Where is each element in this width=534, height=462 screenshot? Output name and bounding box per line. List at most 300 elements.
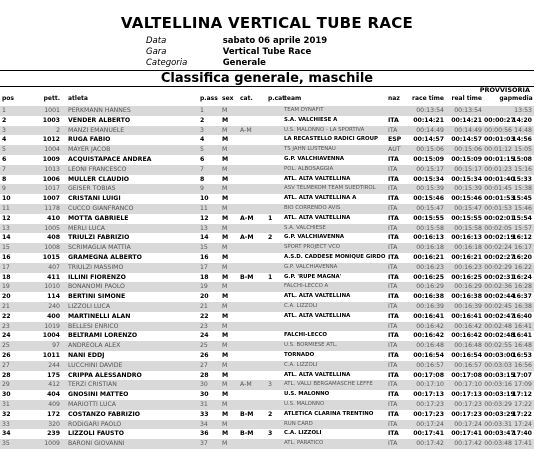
cell-pass: 34 [200, 420, 208, 428]
cell-gap: 00:03:19 [484, 391, 515, 399]
cell-pos: 6 [2, 155, 7, 163]
cell-real-time: 00:16:21 [451, 253, 482, 261]
cell-pos: 28 [2, 371, 11, 379]
cell-media: 15:46 [514, 204, 532, 212]
cell-sex: M [222, 234, 229, 242]
cell-atleta: BONANOMI PAOLO [68, 283, 125, 291]
cell-cat: B-M [240, 430, 254, 438]
cell-atleta: CUCCO GIANFRANCO [68, 204, 134, 212]
cell-real-time: 00:15:55 [451, 214, 482, 222]
cell-atleta: BELLESI ENRICO [68, 322, 119, 330]
cell-real-time: 00:15:47 [454, 204, 482, 212]
cell-team: FALCHI-LECCO [284, 332, 327, 339]
cell-media: 17:40 [512, 430, 532, 438]
cell-pos: 21 [2, 302, 10, 310]
cell-pett: 412 [48, 381, 60, 389]
cell-real-time: 00:17:23 [451, 410, 482, 418]
table-row [0, 322, 534, 332]
table-row [0, 204, 534, 214]
table-row [0, 243, 534, 253]
cell-naz: AUT [388, 146, 401, 154]
cell-sex: M [222, 361, 228, 369]
table-row [0, 273, 534, 283]
cell-gap: 00:03:31 [484, 420, 512, 428]
cell-team: ATL. PARATICO [284, 440, 324, 447]
cell-race-time: 00:15:46 [413, 195, 444, 203]
cell-sex: M [222, 195, 229, 203]
cell-real-time: 00:15:39 [454, 185, 482, 193]
page-title: VALTELLINA VERTICAL TUBE RACE [120, 14, 414, 32]
meta-value: Vertical Tube Race [222, 47, 312, 57]
cell-pett: 1019 [44, 322, 60, 330]
cell-sex: M [222, 107, 228, 114]
header-race-time: race time [412, 95, 444, 102]
cell-pett: 410 [47, 214, 60, 222]
table-row [0, 371, 534, 381]
cell-team: A.S.D. CADDESE MONIQUE GIRDO [284, 253, 386, 260]
cell-pass: 12 [200, 214, 209, 222]
cell-media: 16:56 [514, 361, 532, 369]
cell-naz: ITA [388, 400, 398, 408]
cell-naz: ITA [388, 165, 398, 173]
cell-race-time: 00:17:08 [413, 371, 444, 379]
cell-real-time: 00:16:29 [454, 283, 482, 291]
table-row [0, 263, 534, 273]
cell-team: TORNADO [284, 351, 315, 358]
cell-pos: 2 [2, 116, 7, 124]
cell-media: 16:22 [514, 263, 532, 271]
table-row [0, 233, 534, 243]
cell-gap: 00:01:53 [484, 195, 515, 203]
cell-real-time: 00:16:39 [454, 302, 482, 310]
cell-atleta: COSTANZO FABRIZIO [68, 410, 140, 418]
cell-gap: 00:02:29 [484, 263, 512, 271]
cell-gap: 00:02:48 [484, 332, 515, 340]
cell-naz: ITA [388, 185, 398, 193]
cell-real-time: 00:14:49 [454, 126, 482, 134]
cell-pass: 25 [200, 342, 208, 350]
cell-naz: ITA [388, 234, 399, 242]
cell-sex: M [222, 126, 228, 134]
cell-pett: 1007 [42, 195, 60, 203]
table-row [0, 214, 534, 224]
cell-gap: 00:00:56 [484, 126, 512, 134]
cell-race-time: 00:16:41 [413, 312, 444, 320]
cell-pett: 1009 [44, 440, 60, 448]
cell-team: ATL. ALTA VALTELLINA [284, 175, 351, 182]
cell-pos: 27 [2, 361, 10, 369]
table-row [0, 429, 534, 439]
cell-pett: 1008 [44, 244, 60, 252]
cell-real-time: 00:16:57 [454, 361, 482, 369]
cell-gap: 00:03:47 [484, 430, 515, 438]
cell-sex: M [222, 342, 228, 350]
cell-sex: M [222, 420, 228, 428]
table-row [0, 135, 534, 145]
cell-pett: 2 [56, 126, 60, 134]
cell-team: U.S. MALONNO - LA SPORTIVA [284, 126, 365, 133]
cell-pass: 33 [200, 410, 209, 418]
table-row [0, 145, 534, 155]
cell-real-time: 00:14:21 [451, 116, 482, 124]
cell-pass: 10 [200, 195, 209, 203]
cell-pos: 4 [2, 136, 7, 144]
cell-real-time: 00:16:42 [454, 322, 482, 330]
cell-race-time: 00:14:49 [416, 126, 444, 134]
cell-media: 16:41 [514, 322, 532, 330]
cell-pass: 8 [200, 175, 205, 183]
cell-team: ATL. ALTA VALTELLINA [284, 312, 351, 319]
header-gap: gap [499, 95, 512, 102]
cell-sex: M [222, 204, 228, 212]
cell-team: C.A. LIZZOLI [284, 430, 322, 437]
table-row [0, 302, 534, 312]
cell-real-time: 00:16:41 [451, 312, 482, 320]
cell-media: 16:53 [512, 351, 532, 359]
meta-key: Gara [146, 47, 167, 57]
table-row [0, 194, 534, 204]
cell-pass: 9 [200, 185, 204, 193]
cell-pass: 23 [200, 322, 208, 330]
cell-race-time: 00:16:42 [413, 332, 444, 340]
cell-team: G.P. VALCHIAVENNA [284, 155, 345, 162]
cell-pass: 11 [200, 204, 208, 212]
cell-atleta: BERTINI SIMONE [68, 293, 126, 301]
cell-pass: 36 [200, 430, 209, 438]
cell-media: 16:24 [512, 273, 532, 281]
cell-real-time: 00:17:10 [454, 381, 482, 389]
cell-naz: ITA [388, 410, 399, 418]
cell-gap: 00:02:45 [484, 302, 512, 310]
cell-pos: 9 [2, 185, 6, 193]
cell-team: ATLETICA CLARINA TRENTINO [284, 410, 374, 417]
cell-real-time: 00:15:09 [451, 155, 482, 163]
section-heading: Classifica generale, maschile [160, 71, 374, 86]
cell-real-time: 00:16:54 [451, 351, 482, 359]
cell-pos: 8 [2, 175, 7, 183]
cell-pett: 240 [48, 302, 60, 310]
cell-naz: ITA [388, 116, 399, 124]
cell-race-time: 00:14:21 [413, 116, 444, 124]
cell-gap: 00:02:44 [484, 293, 515, 301]
header-team: team [284, 95, 302, 102]
cell-pos: 29 [2, 381, 10, 389]
cell-team: C.A. LIZZOLI [284, 361, 318, 368]
cell-pcat: 3 [268, 430, 273, 438]
table-row [0, 126, 534, 136]
cell-pass: 30 [200, 381, 208, 389]
cell-race-time: 00:16:54 [413, 351, 444, 359]
cell-sex: M [222, 371, 229, 379]
cell-team: U.S. BORMIESE ATL. [284, 342, 338, 349]
provisional-label: PROVVISORIA [479, 86, 530, 94]
cell-pett: 1178 [44, 204, 60, 212]
meta-race [146, 47, 311, 57]
cell-cat: B-M [240, 273, 254, 281]
cell-pass: 15 [200, 244, 208, 252]
cell-naz: ITA [388, 361, 398, 369]
cell-real-time: 00:17:41 [451, 430, 482, 438]
cell-team: POL. ALBOSAGGIA [284, 165, 334, 172]
cell-pos: 34 [2, 430, 11, 438]
cell-pett: 175 [47, 371, 60, 379]
cell-pass: 28 [200, 371, 209, 379]
cell-pos: 14 [2, 234, 11, 242]
cell-team: S.A. VALCHIESE A [284, 116, 338, 123]
table-row [0, 175, 534, 185]
cell-sex: M [222, 410, 229, 418]
cell-atleta: LIZZOLI LUCA [68, 302, 111, 310]
table-row [0, 106, 534, 116]
cell-pos: 13 [2, 224, 10, 232]
cell-atleta: CRIPPA ALESSANDRO [68, 371, 142, 379]
cell-real-time: 00:14:57 [451, 136, 482, 144]
table-row [0, 116, 534, 126]
cell-gap: 00:02:47 [484, 312, 515, 320]
cell-race-time: 00:16:42 [416, 322, 444, 330]
cell-media: 17:24 [514, 420, 532, 428]
cell-team: S.A. VALCHIESE [284, 224, 326, 231]
cell-sex: M [222, 440, 228, 448]
cell-pett: 244 [48, 361, 60, 369]
table-row [0, 331, 534, 341]
table-row [0, 253, 534, 263]
cell-race-time: 00:17:42 [416, 440, 444, 448]
cell-sex: M [222, 224, 228, 232]
cell-gap: 00:01:03 [484, 136, 515, 144]
cell-media: 17:22 [512, 410, 532, 418]
cell-real-time: 00:17:08 [451, 371, 482, 379]
cell-naz: ITA [388, 302, 398, 310]
cell-race-time: 00:16:48 [416, 342, 444, 350]
cell-race-time: 00:15:55 [413, 214, 444, 222]
cell-gap: 00:03:48 [484, 440, 512, 448]
cell-naz: ITA [388, 293, 399, 301]
cell-gap: 00:01:45 [484, 185, 512, 193]
cell-media: 16:37 [512, 293, 532, 301]
cell-naz: ITA [388, 332, 399, 340]
cell-sex: M [222, 322, 228, 330]
cell-sex: M [222, 214, 229, 222]
cell-pass: 6 [200, 155, 205, 163]
table-row [0, 420, 534, 430]
cell-gap: 00:03:29 [484, 400, 512, 408]
cell-atleta: TRIULZI FABRIZIO [68, 234, 130, 242]
cell-media: 16:20 [512, 253, 532, 261]
cell-real-time: 00:17:24 [454, 420, 482, 428]
cell-race-time: 00:17:24 [416, 420, 444, 428]
cell-pett: 1011 [42, 351, 60, 359]
cell-pass: 4 [200, 136, 205, 144]
cell-pos: 20 [2, 293, 11, 301]
cell-pass: 37 [200, 440, 208, 448]
cell-sex: M [222, 283, 228, 291]
cell-real-time: 00:17:23 [454, 400, 482, 408]
cell-race-time: 00:14:57 [413, 136, 444, 144]
cell-real-time: 00:15:17 [454, 165, 482, 173]
cell-sex: M [222, 116, 229, 124]
cell-sex: M [222, 165, 228, 173]
cell-media: 17:09 [514, 381, 532, 389]
cell-pass: 22 [200, 312, 209, 320]
cell-pass: 24 [200, 332, 209, 340]
header-naz: naz [388, 95, 400, 102]
cell-race-time: 00:16:13 [413, 234, 444, 242]
cell-gap: 00:02:31 [484, 273, 515, 281]
cell-naz: ITA [388, 391, 399, 399]
cell-race-time: 00:16:18 [416, 244, 444, 252]
cell-pcat: 2 [268, 234, 273, 242]
cell-team: G.P. 'RUPE MAGNA' [284, 273, 342, 280]
cell-atleta: GRAMEGNA ALBERTO [68, 253, 142, 261]
cell-gap: 00:02:01 [484, 214, 515, 222]
cell-race-time: 00:17:41 [413, 430, 444, 438]
cell-real-time: 00:17:42 [454, 440, 482, 448]
cell-media: 16:17 [514, 244, 532, 252]
cell-gap: 00:02:27 [484, 253, 515, 261]
cell-atleta: MANZI EMANUELE [68, 126, 125, 134]
cell-pass: 18 [200, 273, 209, 281]
cell-pos: 22 [2, 312, 11, 320]
cell-race-time: 00:16:23 [416, 263, 444, 271]
cell-team: ASV TELMEKOM TEAM SUEDTIROL [284, 185, 376, 192]
cell-pass: 27 [200, 361, 208, 369]
table-row [0, 155, 534, 165]
cell-atleta: ACQUISTAPACE ANDREA [68, 155, 152, 163]
cell-pass: 31 [200, 400, 208, 408]
cell-naz: ITA [388, 420, 398, 428]
cell-pos: 11 [2, 204, 10, 212]
cell-gap: 00:02:48 [484, 322, 512, 330]
cell-sex: M [222, 400, 228, 408]
cell-real-time: 00:15:06 [454, 146, 482, 154]
cell-race-time: 00:15:06 [416, 146, 444, 154]
cell-atleta: NANI EDDJ [68, 351, 105, 359]
cell-naz: ITA [388, 283, 398, 291]
cell-naz: ITA [388, 214, 399, 222]
cell-media: 15:08 [512, 155, 532, 163]
cell-pett: 1004 [44, 146, 60, 154]
table-row [0, 400, 534, 410]
cell-pos: 26 [2, 351, 11, 359]
cell-naz: ITA [388, 244, 398, 252]
cell-naz: ITA [388, 371, 399, 379]
cell-real-time: 00:15:58 [454, 224, 482, 232]
cell-atleta: GNOSINI MATTEO [68, 391, 129, 399]
cell-pass: 3 [200, 126, 204, 134]
cell-atleta: MAYER JACOB [68, 146, 111, 154]
cell-atleta: SCRIMAGLIA MATTIA [68, 244, 131, 252]
cell-pett: 1005 [44, 224, 60, 232]
cell-sex: M [222, 332, 229, 340]
cell-atleta: ANDREOLA ALEX [68, 342, 121, 350]
table-row [0, 165, 534, 175]
cell-pos: 12 [2, 214, 11, 222]
cell-atleta: BARONI GIOVANNI [68, 440, 125, 448]
cell-atleta: MERLI LUCA [68, 224, 106, 232]
cell-pass: 13 [200, 224, 208, 232]
cell-sex: M [222, 253, 229, 261]
meta-category [146, 58, 266, 68]
cell-real-time: 00:13:54 [454, 107, 482, 114]
cell-team: ATL. ALTA VALTELLINA [284, 293, 351, 300]
table-row [0, 292, 534, 302]
cell-real-time: 00:17:13 [451, 391, 482, 399]
cell-team: RUN CARD [284, 420, 313, 427]
header-cat: cat. [240, 95, 253, 102]
cell-pett: 411 [47, 273, 60, 281]
cell-gap: 00:03:16 [484, 381, 512, 389]
table-row [0, 282, 534, 292]
cell-race-time: 00:16:21 [413, 253, 444, 261]
cell-race-time: 00:16:25 [413, 273, 444, 281]
cell-gap: 00:02:05 [484, 224, 512, 232]
cell-media: 16:38 [514, 302, 532, 310]
cell-team: ATL. ALTA VALTELLINA [284, 371, 351, 378]
cell-pass: 20 [200, 293, 209, 301]
cell-atleta: VENDER ALBERTO [68, 116, 131, 124]
cell-sex: M [222, 351, 229, 359]
header-pass: p.ass [200, 95, 218, 102]
cell-atleta: LIZZOLI FAUSTO [68, 430, 124, 438]
cell-pos: 15 [2, 244, 10, 252]
cell-race-time: 00:16:39 [416, 302, 444, 310]
cell-team: LA RECASTELLO RADICI GROUP [284, 136, 378, 143]
header-media: media [512, 95, 533, 102]
cell-atleta: MARIOTTI LUCA [68, 400, 117, 408]
cell-sex: M [222, 175, 229, 183]
cell-naz: ITA [388, 351, 399, 359]
cell-media: 14:56 [512, 136, 532, 144]
cell-team: C.A. LIZZOLI [284, 302, 318, 309]
cell-atleta: GEISER TOBIAS [68, 185, 116, 193]
cell-sex: M [222, 302, 228, 310]
cell-sex: M [222, 185, 228, 193]
cell-pos: 32 [2, 410, 11, 418]
results-table [0, 106, 534, 449]
table-row [0, 312, 534, 322]
cell-pos: 35 [2, 440, 10, 448]
cell-media: 14:20 [512, 116, 532, 124]
cell-gap: 00:01:23 [484, 165, 512, 173]
cell-media: 16:28 [514, 283, 532, 291]
table-row [0, 184, 534, 194]
cell-media: 17:07 [512, 371, 532, 379]
cell-pett: 404 [47, 391, 60, 399]
table-row [0, 351, 534, 361]
table-row [0, 410, 534, 420]
cell-pcat: 1 [268, 273, 273, 281]
cell-naz: ITA [388, 126, 398, 134]
cell-pett: 1001 [44, 107, 60, 114]
cell-gap: 00:01:15 [484, 155, 515, 163]
cell-naz: ITA [388, 440, 398, 448]
cell-pass: 26 [200, 351, 209, 359]
cell-race-time: 00:13:54 [416, 107, 444, 114]
header-atleta: atleta [68, 95, 88, 102]
cell-pos: 33 [2, 420, 10, 428]
cell-atleta: CRISTANI LUIGI [68, 195, 121, 203]
table-row [0, 341, 534, 351]
cell-pett: 239 [47, 430, 60, 438]
cell-team: U.S. MALONNO [284, 391, 330, 398]
cell-real-time: 00:16:42 [451, 332, 482, 340]
cell-pos: 3 [2, 126, 6, 134]
cell-race-time: 00:15:17 [416, 165, 444, 173]
cell-pass: 30 [200, 391, 209, 399]
cell-media: 15:33 [512, 175, 532, 183]
cell-pett: 1009 [42, 155, 60, 163]
